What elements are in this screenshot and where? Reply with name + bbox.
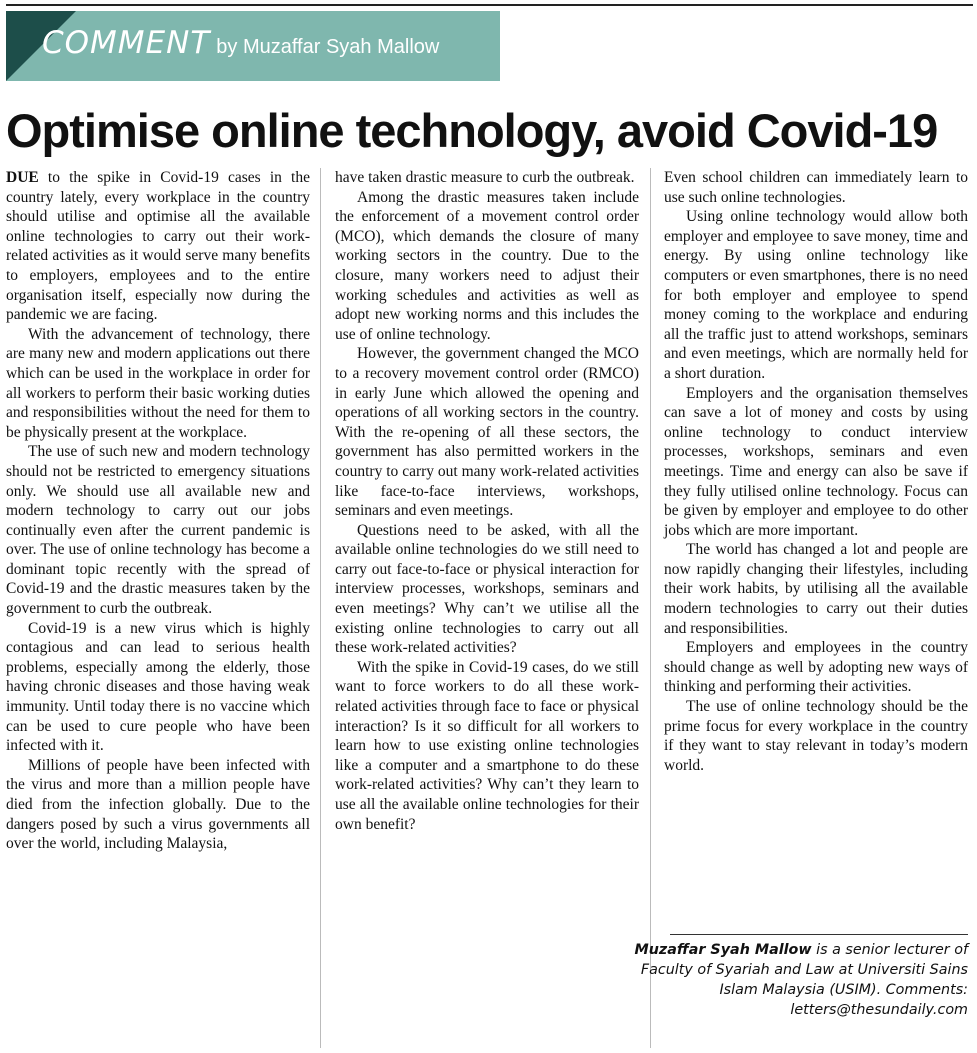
paragraph: Using online technology would allow both employer and employee to save money, time and energy. By using online technology like computers or even smartphones, there is no need for both employer and employee to spend money coming to the workplace and enduring all the traffic just to attend workshops, seminars and even meetings, which are normally held for a short duration. [664,208,968,382]
article-column-1 [6,168,310,854]
paragraph-continuation: Even school children can immediately learn to use such online technologies. [664,169,968,206]
byline: by Muzaffar Syah Mallow [216,36,440,58]
column-divider [650,168,651,1048]
headline: Optimise online technology, avoid Covid-19 [6,104,938,157]
author-name: Muzaffar Syah Mallow [634,942,812,958]
paragraph: Employers and the organisation themselves can save a lot of money and costs by using online technology to conduct interview processes, workshops, seminars and even meetings. Time and energy can also be save if they fully utilised online technology. Focus can be given by employer and employee to do other jobs which are more important. [664,384,968,539]
paragraph: The use of such new and modern technology should not be restricted to emergency situations only. We should use all available new and modern technology to carry out our jobs continually even after the current pandemic is over. The use of online technology has become a dominant topic recently with the spread of Covid-19 and the drastic measures taken by the government to curb the outbreak. [6,443,310,618]
section-title: COMMENT [42,25,211,61]
paragraph-continuation: have taken drastic measure to curb the outbreak. [335,169,635,186]
paragraph: The use of online technology should be the prime focus for every workplace in the country if they want to stay relevant in today’s modern world. [664,698,968,774]
lead-word: DUE [6,169,39,186]
paragraph: Among the drastic measures taken include the enforcement of a movement control order (MCO), which demands the closure of many working sectors in the country. Due to the closure, many workers need to adjust their working schedules and activities as well as adopt new working norms and this includes the use of online technology. [335,188,639,343]
article-column-2 [335,168,639,834]
paragraph: Employers and employees in the country should change as well by adopting new ways of thinking and performing their activities. [664,639,968,696]
lead-paragraph [6,168,310,325]
lead-text: to the spike in Covid-19 cases in the country lately, every workplace in the country should utilise and optimise all the available online technologies to carry out their work-related activities as it would serve many benefits to employers, employees and to the entire organisation itself, especially now during the pandemic we are facing. [6,169,310,324]
author-description: is a senior lecturer of Faculty of Syariah and Law at Universiti Sains Islam Malaysia (USIM). Comments: letters@thesundaily.com [640,942,968,1018]
paragraph: Millions of people have been infected with the virus and more than a million people have died from the infection globally. Due to the dangers posed by such a virus governments all over the world, including Malaysia, [6,756,310,853]
article-column-3 [664,168,968,775]
paragraph: With the spike in Covid-19 cases, do we still want to force workers to do all these work-related activities through face to face or physical interaction? Is it so difficult for all workers to learn how to use existing online technologies like a computer and a smartphone to do these work-related activities? Why can’t they learn to use all the available online technologies for their own benefit? [335,658,639,833]
paragraph: Questions need to be asked, with all the available online technologies do we still need to carry out face-to-face or physical interaction for interview processes, workshops, seminars and even meetings? Why can’t we utilise all the existing online technologies to carry out all these work-related activities? [335,521,639,657]
section-banner [6,11,500,81]
author-bio [630,940,968,1020]
column-divider [320,168,321,1048]
banner-label [42,25,439,61]
paragraph: However, the government changed the MCO to a recovery movement control order (RMCO) in early June which allowed the opening and operations of all working sectors in the country. With the re-opening of all these sectors, the government has also permitted workers in the country to carry out many work-related activities like face-to-face interviews, workshops, seminars and even meetings. [335,345,639,520]
paragraph: Covid-19 is a new virus which is highly contagious and can lead to serious health problems, especially among the elderly, those having chronic diseases and those having weak immunity. Until today there is no vaccine which can be used to cure people who have been infected with it. [6,619,310,755]
bio-divider [670,934,968,935]
paragraph: The world has changed a lot and people are now rapidly changing their lifestyles, including their work habits, by utilising all the available modern technologies to carry out their duties and responsibilities. [664,541,968,637]
top-rule [6,4,973,6]
paragraph: With the advancement of technology, there are many new and modern applications out there which can be used in the workplace in order for all workers to perform their basic working duties and responsibilities without the need for them to be physically present at the workplace. [6,325,310,441]
